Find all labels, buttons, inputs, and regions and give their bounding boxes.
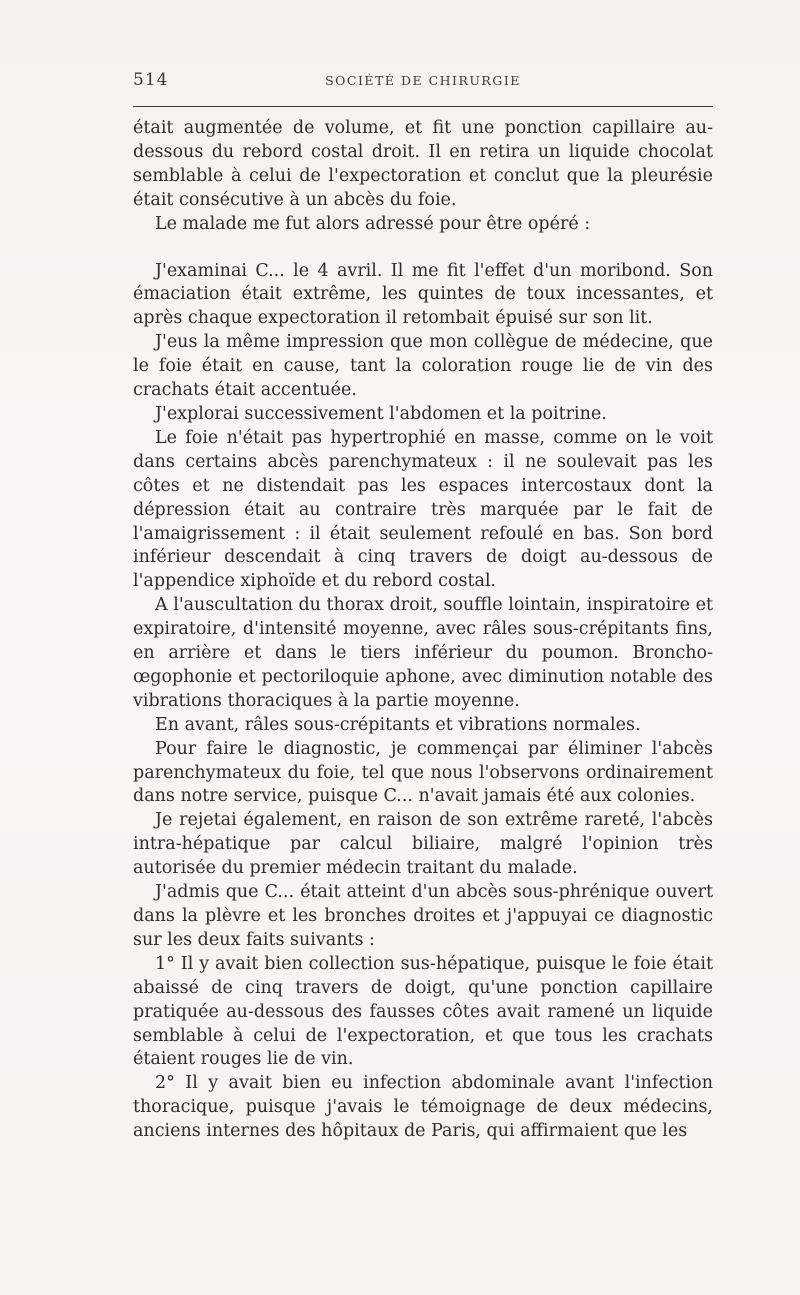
paragraph: Le foie n'était pas hypertrophié en masse, comme on le voit dans certains abcès parenchymateux : il ne soulevait pas les côtes et ne distendait pas les espaces intercostaux dont la dépression était au contraire très marquée par le fait de l'amaigrissement : il était seulement refoulé en bas. Son bord inférieur descendait à cinq travers de doigt au-dessous de l'appendice xiphoïde et du rebord costal. (133, 427, 713, 592)
paragraph: J'examinai C... le 4 avril. Il me fit l'effet d'un moribond. Son émaciation était extrême, les quintes de toux incessantes, et après chaque expectoration il retombait épuisé sur son lit. (133, 260, 713, 329)
paragraph: Le malade me fut alors adressé pour être opéré : (155, 213, 591, 234)
paragraph: En avant, râles sous-crépitants et vibrations normales. (155, 714, 641, 735)
running-title: SOCIÉTÉ DE CHIRURGIE (325, 73, 521, 88)
paragraph: était augmentée de volume, et fit une ponction capillaire au-dessous du rebord costal droit. Il en retira un liquide chocolat semblable à celui de l'expectoration et conclut que la pleurésie était consécutive à un abcès du foie. (133, 118, 713, 210)
running-head (133, 70, 713, 94)
header-rule (133, 106, 713, 107)
paragraph: A l'auscultation du thorax droit, souffle lointain, inspiratoire et expiratoire, d'intensité moyenne, avec râles sous-crépitants fins, en arrière et dans le tiers inférieur du poumon. Broncho-œgophonie et pectoriloquie aphone, avec diminution notable des vibrations thoraciques à la partie moyenne. (133, 595, 713, 711)
paragraph: Pour faire le diagnostic, je commençai par éliminer l'abcès parenchymateux du foie, tel que nous l'observons ordinairement dans notre service, puisque C... n'avait jamais été aux colonies. (133, 738, 713, 807)
body-text (133, 117, 713, 1144)
paragraph: J'eus la même impression que mon collègue de médecine, que le foie était en cause, tant la coloration rouge lie de vin des crachats était accentuée. (133, 332, 713, 401)
paragraph: Je rejetai également, en raison de son extrême rareté, l'abcès intra-hépatique par calcul biliaire, malgré l'opinion très autorisée du premier médecin traitant du malade. (133, 810, 713, 879)
page-number: 514 (133, 70, 169, 90)
paragraph: 2° Il y avait bien eu infection abdominale avant l'infection thoracique, puisque j'avais le témoignage de deux médecins, anciens internes des hôpitaux de Paris, qui affirmaient que les (133, 1073, 713, 1142)
paragraph: J'admis que C... était atteint d'un abcès sous-phrénique ouvert dans la plèvre et les bronches droites et j'appuyai ce diagnostic sur les deux faits suivants : (133, 882, 713, 950)
paragraph: J'explorai successivement l'abdomen et la poitrine. (155, 403, 607, 424)
paragraph: 1° Il y avait bien collection sus-hépatique, puisque le foie était abaissé de cinq travers de doigt, qu'une ponction capillaire pratiquée au-dessous des fausses côtes avait ramené un liquide semblable à celui de l'expectoration, et que tous les crachats étaient rouges lie de vin. (133, 953, 713, 1070)
